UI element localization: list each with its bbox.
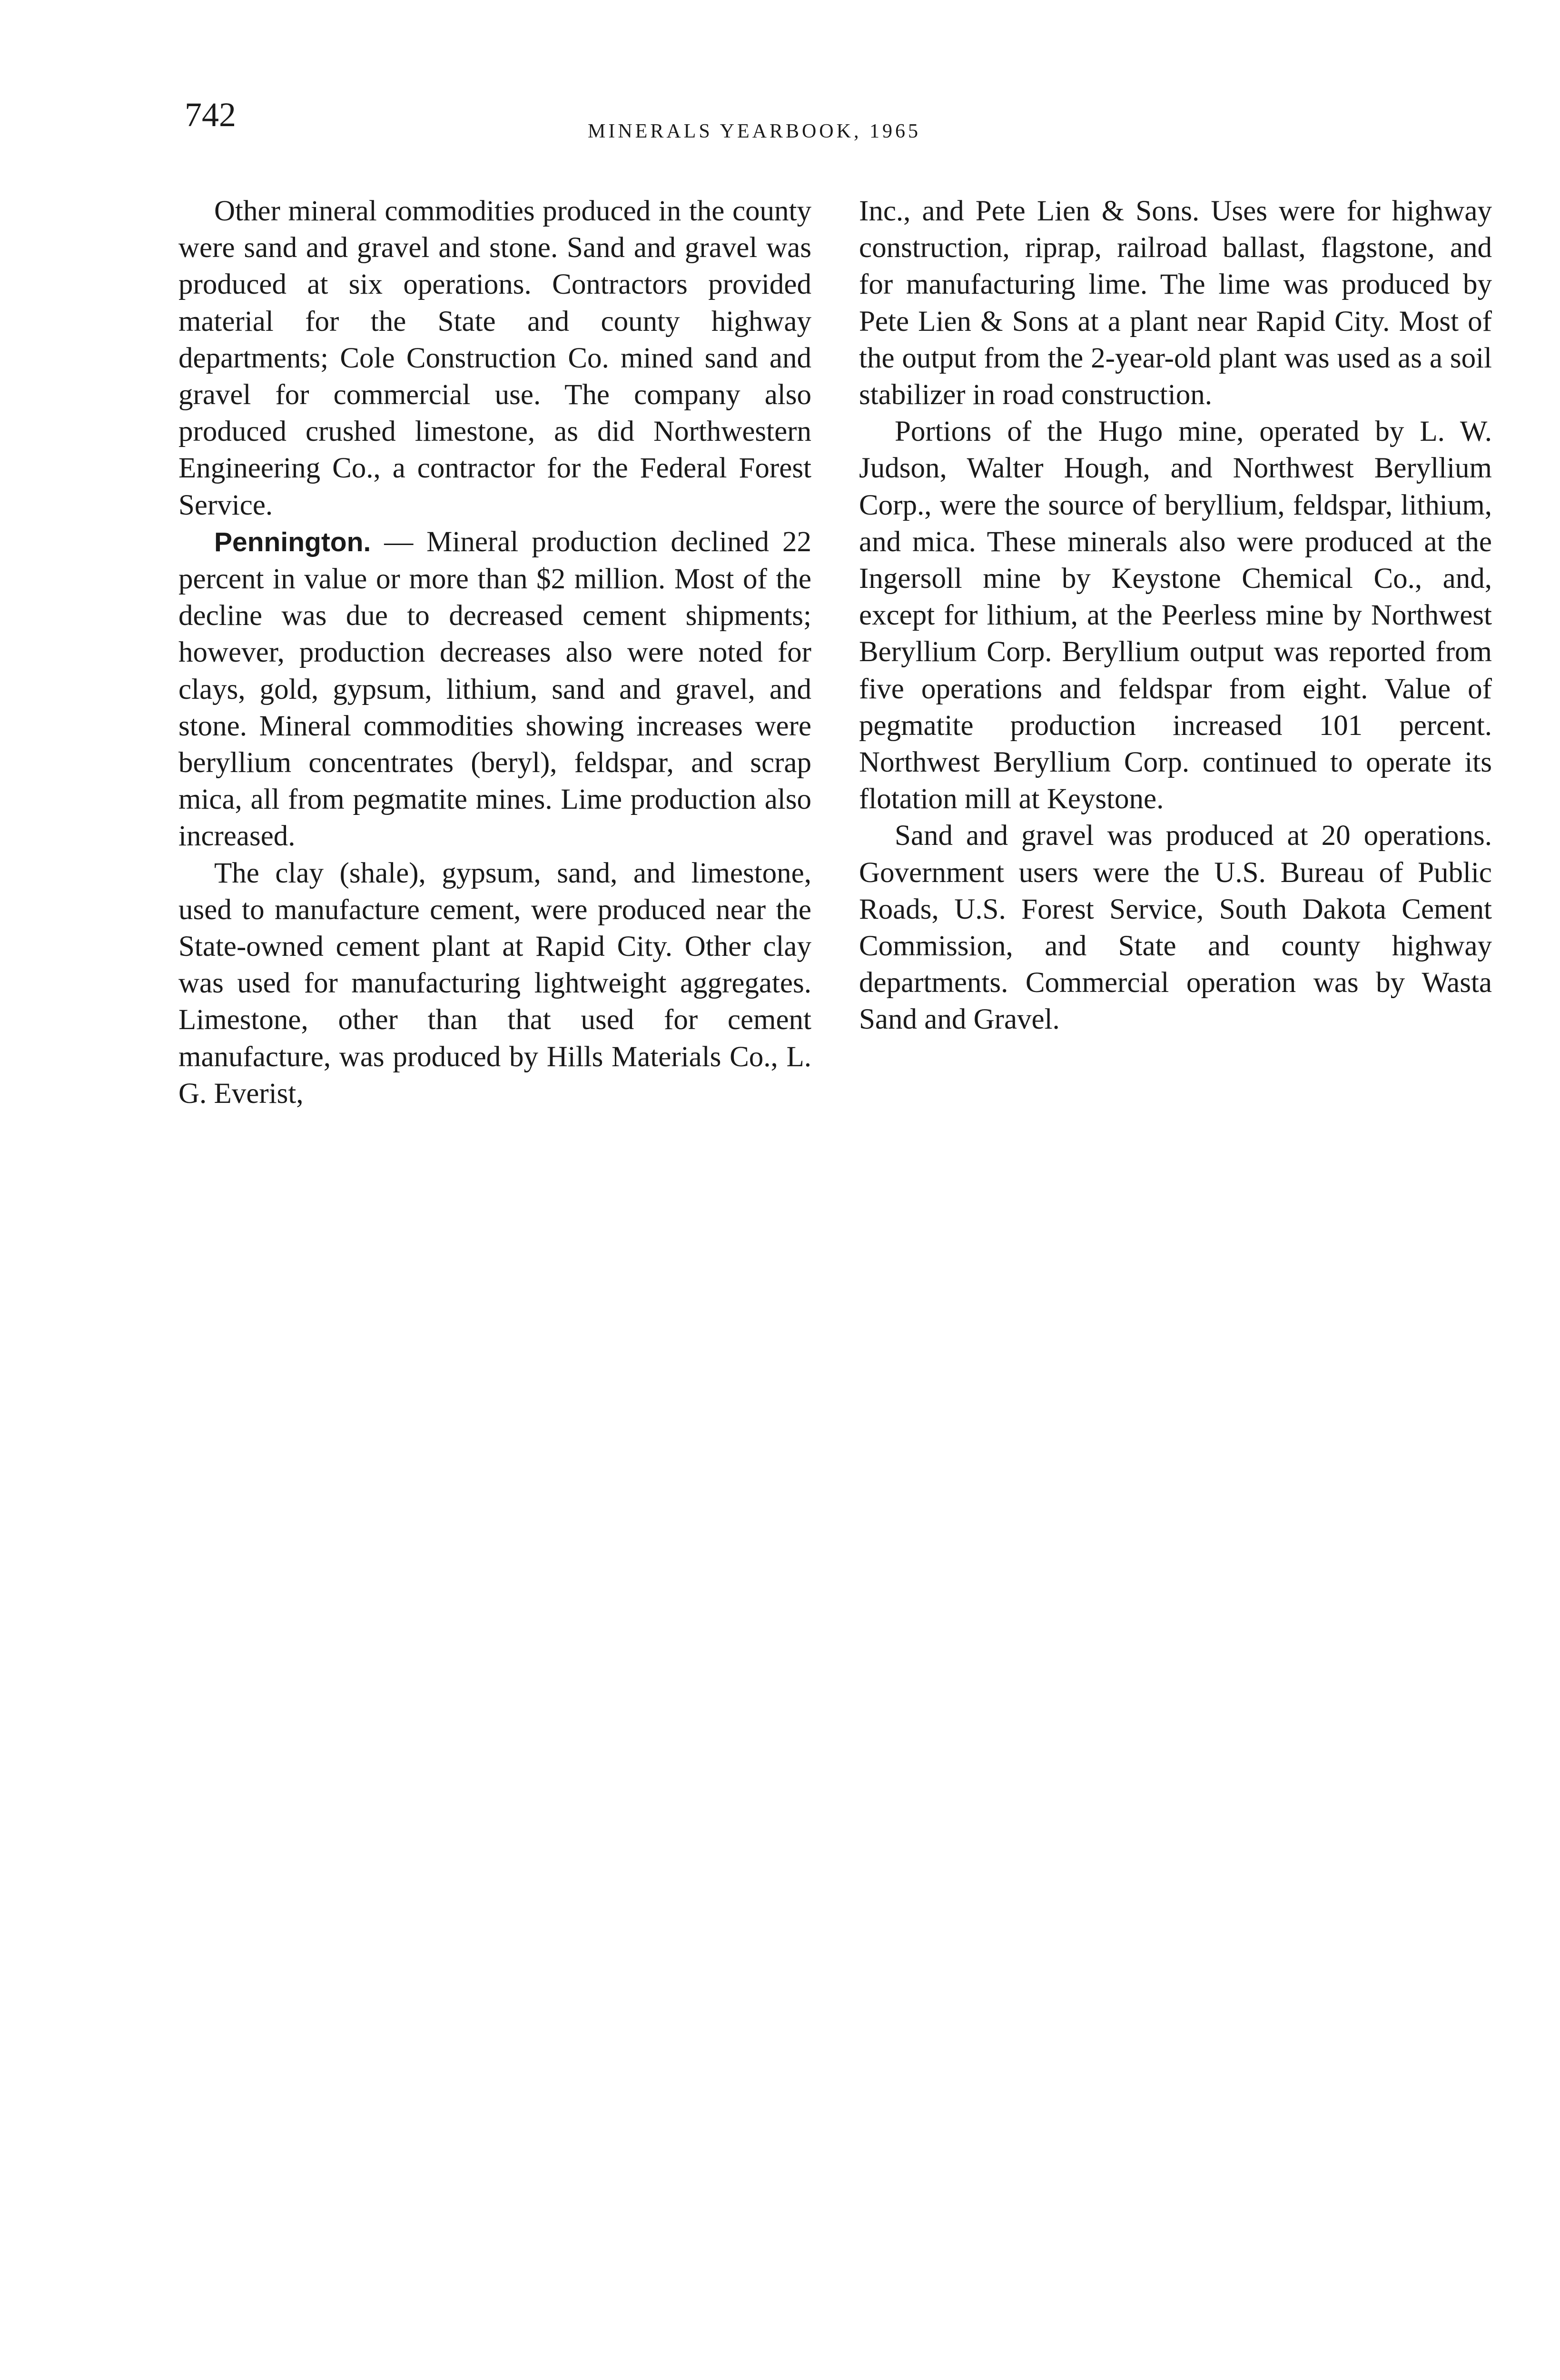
- paragraph: Other mineral commodities produced in the county were sand and gravel and stone. Sand and gravel was produced at six operations. Contractors provided material for the State and county highway departments; Cole Construction Co. mined sand and gravel for commercial use. The company also produced crushed limestone, as did Northwestern Engineering Co., a contractor for the Federal Forest Service.: [178, 195, 811, 521]
- paragraph-pennington: [178, 524, 811, 855]
- right-column: [859, 193, 1492, 1038]
- running-header: MINERALS YEARBOOK, 1965: [588, 120, 921, 142]
- page-number: 742: [185, 96, 236, 134]
- paragraph: Portions of the Hugo mine, operated by L. W. Judson, Walter Hough, and Northwest Beryllium Corp., were the source of beryllium, feldspar, lithium, and mica. These minerals also were produced at the Ingersoll mine by Keystone Chemical Co., and, except for lithium, at the Peerless mine by Northwest Beryllium Corp. Beryllium output was reported from five operations and feldspar from eight. Value of pegmatite production increased 101 percent. Northwest Beryllium Corp. continued to operate its flotation mill at Keystone.: [859, 416, 1492, 815]
- paragraph: Sand and gravel was produced at 20 operations. Government users were the U.S. Bureau of Public Roads, U.S. Forest Service, South Dakota Cement Commission, and State and county highway departments. Commercial operation was by Wasta Sand and Gravel.: [859, 820, 1492, 1036]
- paragraph-continued: Inc., and Pete Lien & Sons. Uses were for highway construction, riprap, railroad ballast, flagstone, and for manufacturing lime. The lime was produced by Pete Lien & Sons at a plant near Rapid City. Most of the output from the 2-year-old plant was used as a soil stabilizer in road construction.: [859, 195, 1492, 411]
- paragraph-body: — Mineral production declined 22 percent in value or more than $2 million. Most of the decline was due to decreased cement shipments; however, production decreases also were noted for clays, gold, gypsum, lithium, sand and gravel, and stone. Mineral commodities showing increases were beryllium concentrates (beryl), feldspar, and scrap mica, all from pegmatite mines. Lime production also increased.: [178, 526, 811, 853]
- left-column: [178, 193, 811, 1112]
- section-heading-pennington: Pennington.: [214, 526, 371, 557]
- paragraph: The clay (shale), gypsum, sand, and limestone, used to manufacture cement, were produced near the State-owned cement plant at Rapid City. Other clay was used for manufacturing lightweight aggregates. Limestone, other than that used for cement manufacture, was produced by Hills Materials Co., L. G. Everist,: [178, 857, 811, 1110]
